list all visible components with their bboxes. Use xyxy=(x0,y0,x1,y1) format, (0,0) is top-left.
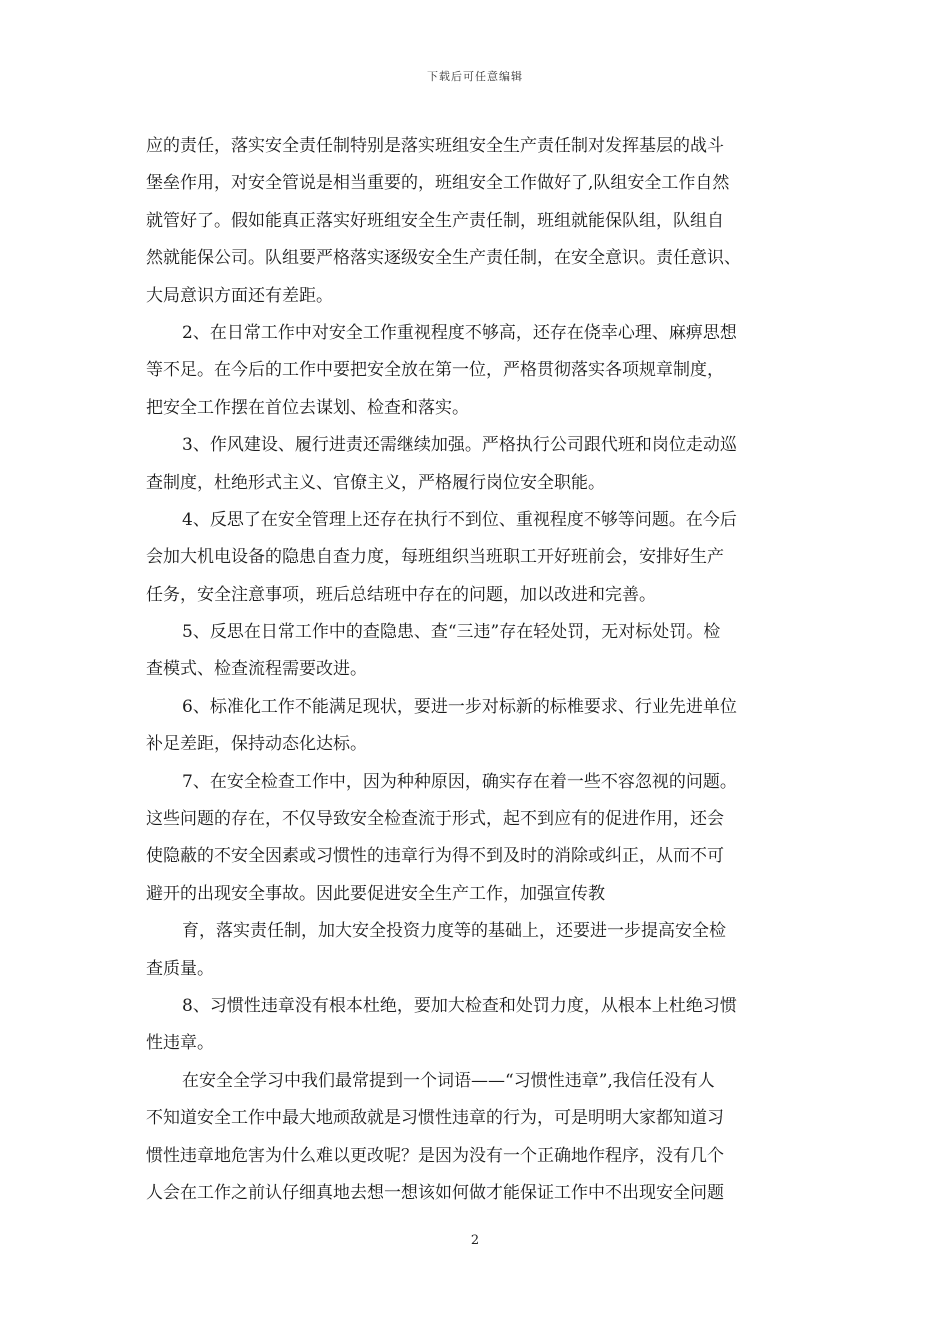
paragraph-start-line: 5、反思在日常工作中的查隐患、查“三违”存在轻处罚，无对标处罚。检 xyxy=(182,622,721,643)
paragraph-start-line: 2、在日常工作中对安全工作重视程度不够高，还存在侥幸心理、麻痹思想 xyxy=(182,322,737,343)
text-line: 等不足。在今后的工作中要把安全放在第一位，严格贯彻落实各项规章制度， xyxy=(146,360,724,381)
text-line: 这些问题的存在，不仅导致安全检查流于形式，起不到应有的促进作用，还会 xyxy=(146,809,724,830)
text-line: 补足差距，保持动态化达标。 xyxy=(146,734,367,755)
text-line: 堡垒作用，对安全管说是相当重要的，班组安全工作做好了,队组安全工作自然 xyxy=(146,173,730,194)
text-line: 查制度，杜绝形式主义、官僚主义，严格履行岗位安全职能。 xyxy=(146,472,605,493)
text-line: 应的责任，落实安全责任制特别是落实班组安全生产责任制对发挥基层的战斗 xyxy=(146,136,724,156)
text-line: 查模式、检查流程需要改进。 xyxy=(146,659,367,680)
paragraph-start-line: 在安全全学习中我们最常提到一个词语——“习惯性违章”,我信任没有人 xyxy=(182,1070,715,1091)
page-number: 2 xyxy=(470,1233,480,1248)
text-line: 会加大机电设备的隐患自查力度，每班组织当班职工开好班前会，安排好生产 xyxy=(146,547,724,568)
page-header: 下载后可任意编辑 xyxy=(427,70,523,83)
text-line: 大局意识方面还有差距。 xyxy=(146,285,333,306)
paragraph-start-line: 6、标准化工作不能满足现状，要进一步对标新的标椎要求、行业先进单位 xyxy=(182,696,737,717)
text-line: 人会在工作之前认仔细真地去想一想该如何做才能保证工作中不出现安全问题 xyxy=(146,1182,724,1203)
text-line: 然就能保公司。队组要严格落实逐级安全生产责任制，在安全意识。责任意识、 xyxy=(146,248,741,269)
paragraph-start-line: 4、反思了在安全管理上还存在执行不到位、重视程度不够等问题。在今后 xyxy=(182,509,737,530)
text-line: 任务，安全注意事项，班后总结班中存在的问题，加以改进和完善。 xyxy=(146,584,656,605)
text-line: 性违章。 xyxy=(146,1033,214,1054)
text-line: 查质量。 xyxy=(146,958,214,979)
paragraph-start-line: 7、在安全检查工作中，因为种种原因，确实存在着一些不容忽视的问题。 xyxy=(182,771,737,792)
text-line: 避开的出现安全事故。因此要促进安全生产工作，加强宣传教 xyxy=(146,883,605,904)
paragraph-start-line: 8、习惯性违章没有根本杜绝，要加大检查和处罚力度，从根本上杜绝习惯 xyxy=(182,995,737,1016)
paragraph-start-line: 3、作风建设、履行进责还需继续加强。严格执行公司跟代班和岗位走动巡 xyxy=(182,435,737,456)
document-body xyxy=(146,128,826,1212)
text-line: 就管好了。假如能真正落实好班组安全生产责任制，班组就能保队组，队组自 xyxy=(146,210,724,231)
text-line: 惯性违章地危害为什么难以更改呢？是因为没有一个正确地作程序，没有几个 xyxy=(146,1145,724,1166)
text-line: 不知道安全工作中最大地顽敌就是习惯性违章的行为，可是明明大家都知道习 xyxy=(146,1108,724,1129)
paragraph-start-line: 育，落实责任制，加大安全投资力度等的基础上，还要进一步提高安全检 xyxy=(182,921,726,942)
text-line: 使隐蔽的不安全因素或习惯性的违章行为得不到及时的消除或纠正，从而不可 xyxy=(146,846,724,867)
text-line: 把安全工作摆在首位去谋划、检查和落实。 xyxy=(146,397,469,418)
